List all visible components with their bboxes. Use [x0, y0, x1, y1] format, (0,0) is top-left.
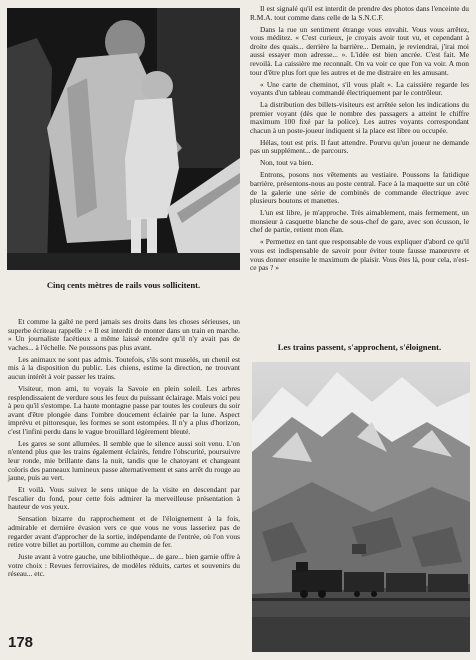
paragraph: Et voilà. Vous suivez le sens unique de la visite en descendant par l'escalier du fond, pour cette fois admirer la merveilleuse présentation à hauteur de vos yeux.	[8, 485, 240, 512]
paragraph: Il est signalé qu'il est interdit de prendre des photos dans l'enceinte du R.M.A. tout comme dans celle de la S.N.C.F.	[250, 4, 469, 22]
photo-caption-left: Cinq cents mètres de rails vous sollicitent.	[46, 280, 201, 290]
photo-caption-right: Les trains passent, s'approchent, s'éloignent.	[277, 342, 442, 352]
page-number: 178	[8, 634, 34, 651]
paragraph: Non, tout va bien.	[260, 158, 314, 168]
paragraph: Les gares se sont allumées. Il semble que le silence aussi soit venu. L'on n'entend plus que les trains également éclairés, fendre l'obscurité, poursuivre leur ronde, mie brillante dans la nuit, tandis que le chatoyant et changeant coloris des panneaux lumineux passe alternativement et sans arrêt du rouge au jaune, puis au vert.	[8, 438, 240, 483]
paragraph: Dans la rue un sentiment étrange vous envahit. Vous vous arrêtez, vous méditez. « C'est curieux, je croyais avoir tout vu, et cependant à droite des quais... derrière la barrière... Demain, je reviendrai, j'irai moi aussi essayer mon adresse... ». L'idée est bien ancrée. C'est fait. Me revoilà. La caissière me reconnaît. On va voir ce que l'on va voir. A mon tour d'être plus fort que les autres et de me distraire en les amusant.	[250, 24, 469, 77]
paragraph: « Une carte de cheminot, s'il vous plaît ». La caissière regarde les voyants d'un tableau commandé électriquement par le contrôleur.	[250, 79, 469, 98]
article-column-right	[250, 5, 469, 276]
paragraph: Et comme la gaîté ne perd jamais ses droits dans les choses sérieuses, un superbe écriteau rappelle : « Il est interdit de monter dans un train en marche. » Un journaliste facétieux a même laissé entendre qu'il n'y avait pas de vaches... à l'échelle. Ne poussons pas plus avant.	[8, 317, 240, 352]
photo-mountain-train	[252, 362, 470, 652]
paragraph: Les animaux ne sont pas admis. Toutefois, s'ils sont muselés, un chenil est mis à la disposition du public. Les chiens, estime la direction, ne trouvant aucun intérêt à voir passer les trains.	[8, 354, 240, 381]
paragraph: Hélas, tout est pris. Il faut attendre. Pourvu qu'un joueur ne demande pas un supplément... de parcours.	[250, 137, 469, 156]
paragraph: Entrons, posons nos vêtements au vestiaire. Poussons la fatidique barrière, présentons-nous au poste central. Face à la maquette sur un côté de la galerie une série de combinés de commande électrique avec plusieurs boutons et manettes.	[250, 170, 469, 206]
paragraph: « Permettez en tant que responsable de vous expliquer d'abord ce qu'il vous est indispensable de savoir pour éviter toute fausse manœuvre et vous donner ensuite le maximum de plaisir. Vous êtes là, pour cela, n'est-ce pas ? »	[250, 237, 469, 273]
paragraph: Sensation bizarre du rapprochement et de l'éloignement à la fois, admirable et dernière évasion vers ce que vous ne vous lasseriez pas de regarder avant d'approcher de la sortie, indépendante de l'entrée, où l'on vous retire votre billet au portillon, comme au chemin de fer.	[8, 514, 240, 550]
paragraph: Juste avant à votre gauche, une bibliothèque... de gare... bien garnie offre à votre choix : Revues ferroviaires, de modèles réduits, cartes et souvenirs du réseau... etc.	[8, 552, 240, 579]
photo-mountain-illustration	[252, 362, 470, 652]
paragraph: Visiteur, mon ami, tu voyais la Savoie en plein soleil. Les arbres resplendissaient de verdure sous les feux du puissant éclairage. Mais voici peu à peu qu'il s'estompe. La haute montagne passe par toutes les couleurs du soir avant d'être plongée dans l'ombre doucement éclairée par la lune. Aspect imprévu et pittoresque, les formes se sont estompées. Il n'y a plus d'horizon, c'est l'infini perdu dans le vague brouillard légèrement bleuté.	[8, 383, 240, 436]
article-column-left	[8, 318, 240, 582]
photo-visitors-at-layout	[7, 8, 240, 270]
paragraph: La distribution des billets-visiteurs est arrêtée selon les indications du premier voyant (dès que le nombre des passagers a atteint le chiffre maximum 100 fixé par la police). Les autres voyants correspondant chacun à un poste-joueur indiquent si la place est libre ou occupée.	[250, 100, 469, 135]
paragraph: L'un est libre, je m'approche. Très aimablement, mais fermement, un monsieur à casquette blanche de sous-chef de gare, avec son écusson, le chef de partie, retient mon élan.	[250, 208, 469, 235]
photo-visitors-illustration	[7, 8, 240, 270]
